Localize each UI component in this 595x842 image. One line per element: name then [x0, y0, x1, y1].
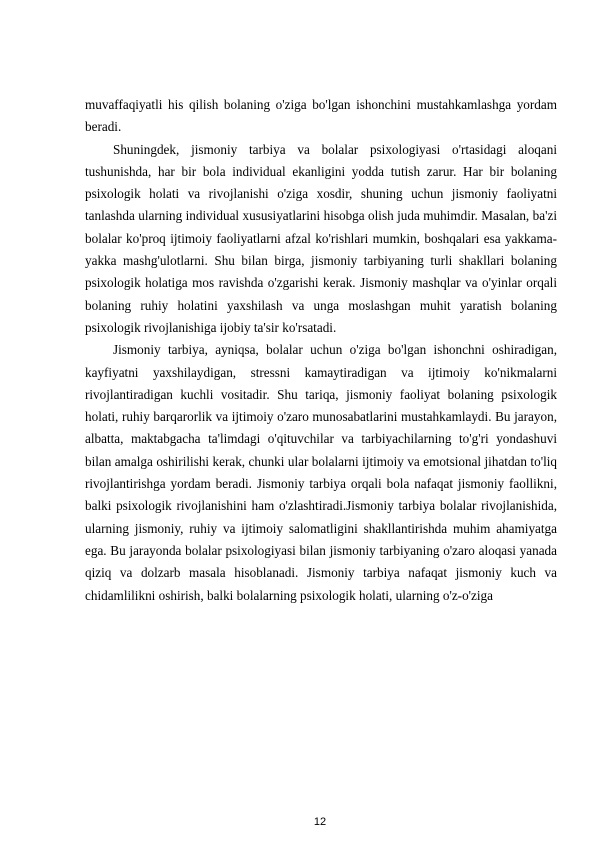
paragraph-continuation: muvaffaqiyatli his qilish bolaning o'ziga bo'lgan ishonchini mustahkamlashga yordam beradi. — [85, 97, 557, 135]
page-number: 12 — [313, 816, 327, 828]
body-text — [85, 94, 557, 607]
paragraph: Shuningdek, jismoniy tarbiya va bolalar psixologiyasi o'rtasidagi aloqani tushunishda, har bir bola individual ekanligini yodda tutish zarur. Har bir bolaning psixologik holati va rivojlanishi o'ziga xosdir, shuning uchun jismoniy faoliyatni tanlashda ularning individual xususiyatlarini hisobga olish juda muhimdir. Masalan, ba'zi bolalar ko'proq ijtimoiy faoliyatlarni afzal ko'rishlari mumkin, boshqalari esa yakkama-yakka mashg'ulotlarni. Shu bilan birga, jismoniy tarbiyaning turli shakllari bolaning psixologik holatiga mos ravishda o'zgarishi kerak. Jismoniy mashqlar va o'yinlar orqali bolaning ruhiy holatini yaxshilash va unga moslashgan muhit yaratish bolaning psixologik rivojlanishiga ijobiy ta'sir ko'rsatadi. — [85, 141, 557, 335]
paragraph: Jismoniy tarbiya, ayniqsa, bolalar uchun o'ziga bo'lgan ishonchni oshiradigan, kayfiyatni yaxshilaydigan, stressni kamaytiradigan va ijtimoiy ko'nikmalarni rivojlantiradigan kuchli vositadir. Shu tariqa, jismoniy faoliyat bolaning psixologik holati, ruhiy barqarorlik va ijtimoiy o'zaro munosabatlarini mustahkamlaydi. Bu jarayon, albatta, maktabgacha ta'limdagi o'qituvchilar va tarbiyachilarning to'g'ri yondashuvi bilan amalga oshirilishi kerak, chunki ular bolalarni ijtimoiy va emotsional jihatdan to'liq rivojlantirishga yordam beradi. Jismoniy tarbiya orqali bola nafaqat jismoniy faollikni, balki psixologik rivojlanishini ham o'zlashtiradi.Jismoniy tarbiya bolalar rivojlanishida, ularning jismoniy, ruhiy va ijtimoiy salomatligini shakllantirishda muhim ahamiyatga ega. Bu jarayonda bolalar psixologiyasi bilan jismoniy tarbiyaning o'zaro aloqasi yanada qiziq va dolzarb masala hisoblanadi. Jismoniy tarbiya nafaqat jismoniy kuch va chidamlilikni oshirish, balki bolalarning psixologik holati, ularning o'z-o'ziga — [85, 342, 557, 603]
